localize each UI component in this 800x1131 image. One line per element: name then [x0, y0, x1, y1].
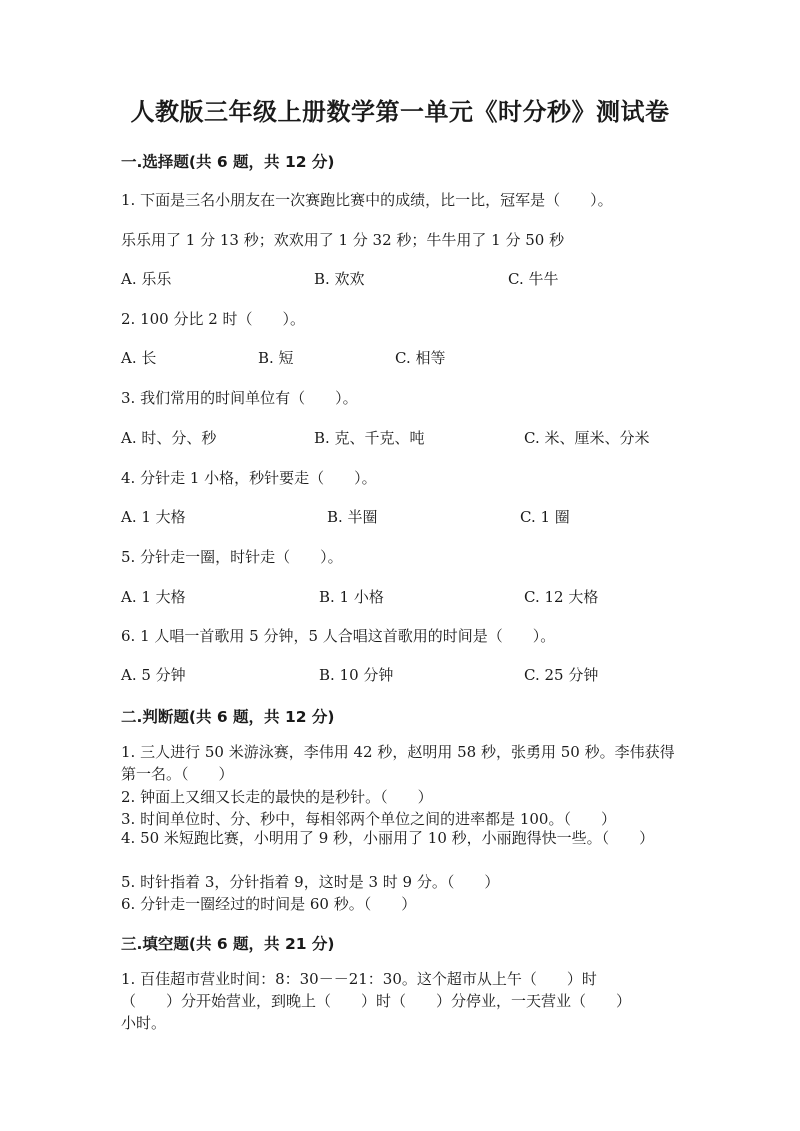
section-heading-judge: 二.判断题(共 6 题，共 12 分): [121, 708, 335, 726]
option-c: C. 25 分钟: [524, 666, 599, 684]
question-stem: 5. 分针走一圈，时针走（ ）。: [121, 548, 343, 566]
option-a: A. 5 分钟: [121, 666, 186, 684]
question-text: 3. 时间单位时、分、秒中，每相邻两个单位之间的进率都是 100。（ ）: [121, 810, 616, 828]
question-text: 6. 分针走一圈经过的时间是 60 秒。（ ）: [121, 895, 417, 913]
section-heading-fill: 三.填空题(共 6 题，共 21 分): [121, 935, 335, 953]
option-b: B. 短: [258, 349, 294, 367]
option-c: C. 1 圈: [520, 508, 570, 526]
option-c: C. 12 大格: [524, 588, 599, 606]
question-stem: 3. 我们常用的时间单位有（ ）。: [121, 389, 358, 407]
question-stem: 4. 分针走 1 小格，秒针要走（ ）。: [121, 469, 377, 487]
question-text: 5. 时针指着 3，分针指着 9，这时是 3 时 9 分。（ ）: [121, 873, 500, 891]
option-c: C. 牛牛: [508, 270, 559, 288]
option-a: A. 长: [121, 349, 157, 367]
option-a: A. 1 大格: [121, 508, 186, 526]
option-c: C. 相等: [395, 349, 446, 367]
option-b: B. 10 分钟: [319, 666, 394, 684]
question-text: 4. 50 米短跑比赛，小明用了 9 秒，小丽用了 10 秒，小丽跑得快一些。（ ）: [121, 829, 655, 847]
section-heading-choice: 一.选择题(共 6 题，共 12 分): [121, 153, 335, 171]
option-b: B. 克、千克、吨: [314, 429, 425, 447]
question-text: 2. 钟面上又细又长走的最快的是秒针。（ ）: [121, 788, 433, 806]
option-a: A. 乐乐: [121, 270, 172, 288]
question-info: 乐乐用了 1 分 13 秒；欢欢用了 1 分 32 秒；牛牛用了 1 分 50 秒: [121, 231, 565, 249]
question-text: 1. 三人进行 50 米游泳赛，李伟用 42 秒，赵明用 58 秒，张勇用 50 秒。李伟获得第一名。（ ）: [121, 743, 675, 783]
question-stem: 2. 100 分比 2 时（ ）。: [121, 310, 306, 328]
option-c: C. 米、厘米、分米: [524, 429, 650, 447]
option-a: A. 1 大格: [121, 588, 186, 606]
option-b: B. 欢欢: [314, 270, 365, 288]
exam-title: 人教版三年级上册数学第一单元《时分秒》测试卷: [130, 98, 670, 126]
option-b: B. 半圈: [327, 508, 378, 526]
option-b: B. 1 小格: [319, 588, 384, 606]
question-stem: 6. 1 人唱一首歌用 5 分钟，5 人合唱这首歌用的时间是（ ）。: [121, 627, 556, 645]
question-stem: 1. 下面是三名小朋友在一次赛跑比赛中的成绩，比一比，冠军是（ ）。: [121, 191, 613, 209]
question-text: 1. 百佳超市营业时间：8：30－－21：30。这个超市从上午（ ）时（ ）分开始营业，到晚上（ ）时（ ）分停业，一天营业（ ）小时。: [121, 970, 632, 1032]
option-a: A. 时、分、秒: [121, 429, 217, 447]
